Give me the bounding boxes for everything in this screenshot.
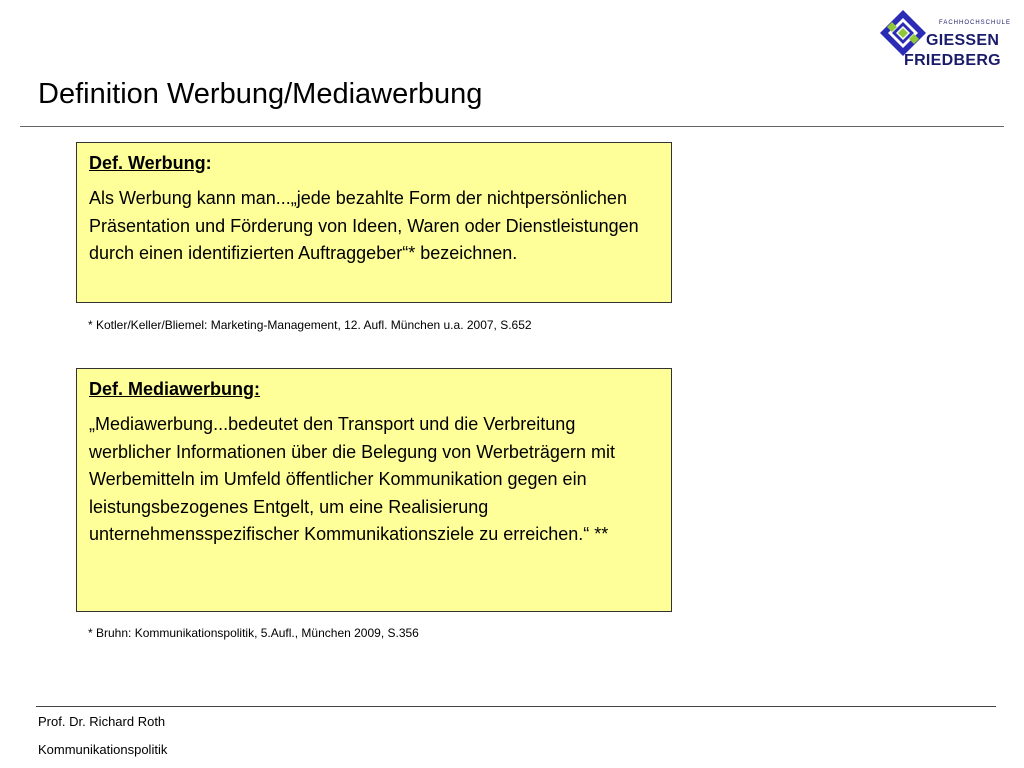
definition-box-mediawerbung: [76, 368, 672, 612]
logo-subtitle: FACHHOCHSCHULE: [939, 20, 1012, 26]
footnote-bruhn: * Bruhn: Kommunikationspolitik, 5.Aufl., München 2009, S.356: [88, 626, 419, 640]
definition-heading: [89, 151, 659, 175]
footnote-kotler: * Kotler/Keller/Bliemel: Marketing-Management, 12. Aufl. München u.a. 2007, S.652: [88, 318, 532, 332]
diamond-logo-icon: [878, 8, 928, 58]
footer-course: Kommunikationspolitik: [38, 742, 168, 757]
definition-text: „Mediawerbung...bedeutet den Transport und die Verbreitung werblicher Informationen über die Belegung von Werbeträgern mit Werbemitteln im Umfeld öffentlicher Kommunikation gegen ein leistungsbezogenes Entgelt, um eine Realisierung unternehmensspezifischer Kommunikationsziele zu erreichen.“ **: [89, 414, 615, 544]
university-logo: [876, 6, 1010, 74]
definition-heading-text: Def. Werbung: [89, 153, 206, 173]
title-divider: [20, 126, 1004, 127]
definition-heading-text: Def. Mediawerbung:: [89, 379, 261, 399]
definition-heading-colon: :: [205, 153, 212, 173]
footer-divider: [36, 706, 996, 707]
definition-box-werbung: [76, 142, 672, 303]
definition-heading: [89, 377, 659, 401]
footer-author: Prof. Dr. Richard Roth: [38, 714, 166, 729]
logo-line-friedberg: FRIEDBERG: [904, 52, 1001, 69]
page-title: Definition Werbung/Mediawerbung: [38, 78, 483, 110]
definition-text: Als Werbung kann man...„jede bezahlte Form der nichtpersönlichen Präsentation und Förderung von Ideen, Waren oder Dienstleistungen durch einen identifizierten Auftraggeber“* bezeichnen.: [89, 188, 639, 263]
logo-line-giessen: GIESSEN: [926, 32, 1000, 49]
